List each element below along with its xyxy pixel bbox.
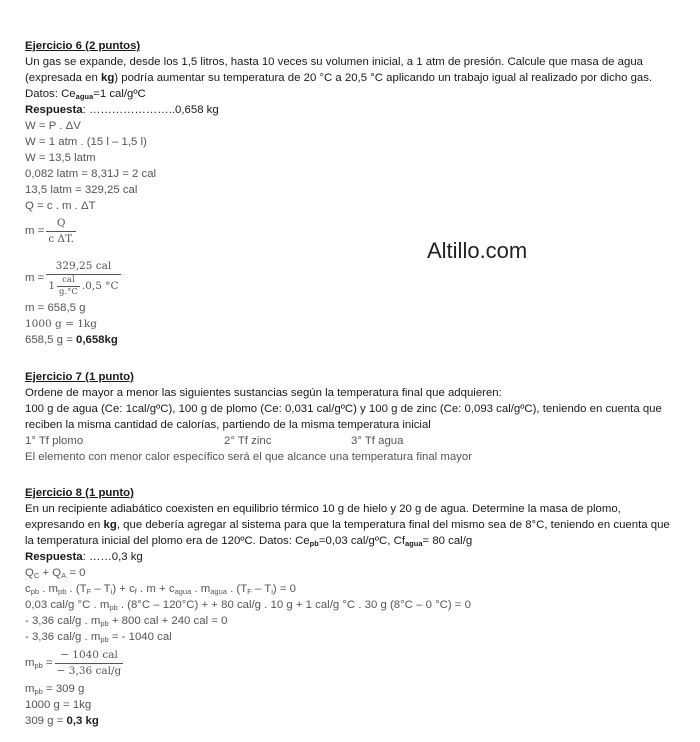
ex8-answer: Respuesta: ……0,3 kg [25, 551, 143, 563]
ex7-order-2: 2° Tf zinc [224, 435, 272, 447]
ex8-line: $m_{pb} = 309$ g [25, 683, 85, 696]
ex8-line: 1000 g = 1kg [25, 699, 92, 711]
ex6-mass-substitution: m = 329,25 cal 1 $\frac{\text{cal}}{g.^\circ C}$ .0,5 °C [25, 259, 119, 297]
ex6-line: Q = c . m . ΔT [25, 200, 96, 212]
ex6-line: m = 658,5 g [25, 302, 86, 314]
ex7-order-3: 3° Tf agua [351, 435, 404, 447]
ex6-line: W = P . ΔV [25, 120, 81, 132]
ex7-title: Ejercicio 7 (1 punto) [25, 371, 134, 383]
ex8-line: $c_{pb}$ . $m_{pb}$ . $(T_F - T_i) + c_f$ . $m + c_{agua}$ . $m_{agua}$ . $(T_F - T_i) = 0$ [25, 583, 296, 596]
ex8-line: $Q_C + Q_A = 0$ [25, 567, 86, 580]
ex8-line: - 3,36 cal/g . $m_{pb}$ = - 1040 cal [25, 631, 172, 644]
ex6-line: W = 13,5 latm [25, 152, 96, 164]
ex6-line: 13,5 latm = 329,25 cal [25, 184, 138, 196]
ex6-line: 0,082 latm = 8,31J = 2 cal [25, 168, 157, 180]
ex8-title: Ejercicio 8 (1 punto) [25, 487, 134, 499]
ex8-line: 0,03 cal/g °C . $m_{pb}$ . (8°C – 120°C) + + 80 cal/g . 10 g + 1 cal/g °C . 30 g (8°C – 0 °C) = 0 [25, 599, 471, 612]
ex7-note: El elemento con menor calor específico será el que alcance una temperatura final mayor [25, 451, 473, 463]
watermark: Altillo.com [427, 238, 528, 263]
ex7-statement-2: 100 g de agua (Ce: 1cal/gºC), 100 g de plomo (Ce: 0,031 cal/gºC) y 100 g de zinc (Ce: 0,093 cal/gºC), teniendo en cuenta que reciben la misma cantidad de calorías, partiendo de la misma temperatura inicial [25, 403, 662, 431]
ex7-order [25, 433, 675, 449]
ex6-title: Ejercicio 6 (2 puntos) [25, 40, 141, 52]
ex7-statement: Ordene de mayor a menor las siguientes sustancias según la temperatura final que adquieren: [25, 387, 502, 399]
ex6-line: W = 1 atm . (15 l – 1,5 l) [25, 136, 147, 148]
ex6-answer: Respuesta: …………………..0,658 kg [25, 104, 219, 116]
ex8-mass-fraction: $m_{pb}$ = $\frac{\text{− 1040 cal}}{\text{− 3,36 cal/g}}$ [25, 648, 122, 677]
ex6-line: 1000 g = 1kg [25, 318, 98, 330]
ex6-mass-formula: m = $\frac{Q}{\text{c ΔT.}}$ [25, 216, 74, 245]
ex6-statement: Un gas se expande, desde los 1,5 litros, hasta 10 veces su volumen inicial, a 1 atm de presión. Calcule que masa de agua (expresada en kg) podría aumentar su temperatura de 20 °C a 20,5 °C aplicando un trabajo igual al realizado por dicho gas. Datos: $Ce_{agua}=1$ cal/gºC [25, 56, 653, 101]
ex6-result: 658,5 g = 0,658kg [25, 334, 118, 346]
ex7-order-1: 1° Tf plomo [25, 435, 84, 447]
document-page [25, 38, 675, 729]
ex8-statement: En un recipiente adiabático coexisten en equilibrio térmico 10 g de hielo y 20 g de agua. Determine la masa de plomo, expresando en kg, que debería agregar al sistema para que la temperatura final del mismo sea de 8°C, teniendo en cuenta que la temperatura inicial del plomo era de 120ºC. Datos: $Ce_{pb}=0,03$ cal/gºC, $Cf_{agua}= 80$ cal/g [25, 503, 670, 548]
ex8-result: 309 g = 0,3 kg [25, 715, 99, 727]
ex8-line: - 3,36 cal/g . $m_{pb} + 800$ cal + 240 cal = 0 [25, 615, 228, 628]
